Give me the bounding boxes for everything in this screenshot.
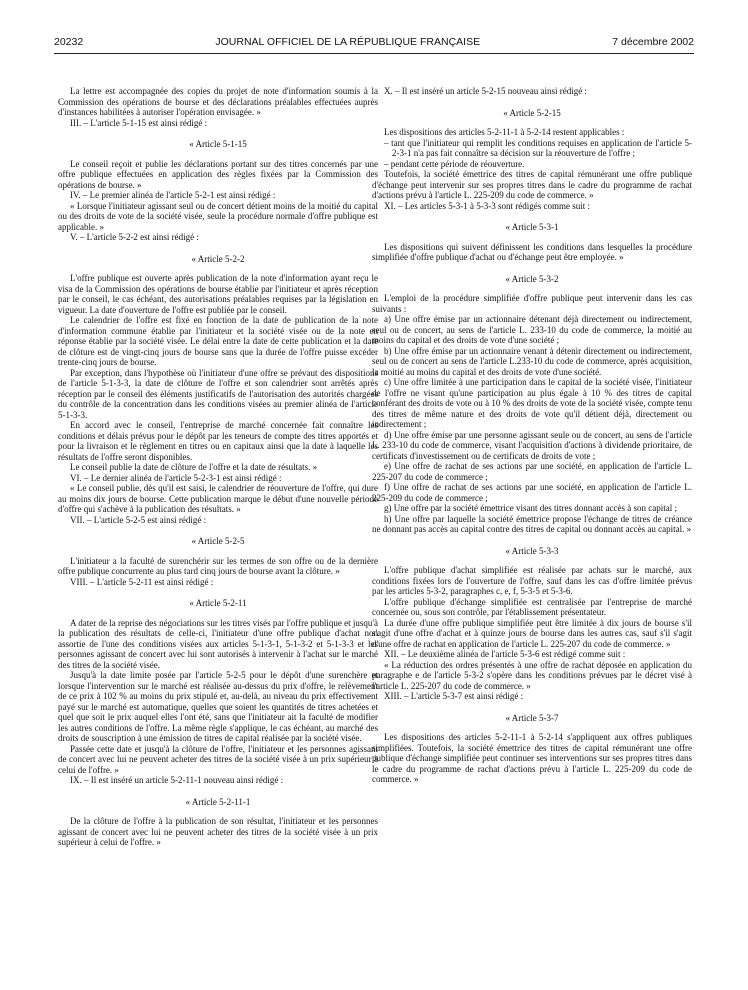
paragraph: L'offre publique est ouverte après publication de la note d'information ayant reçu le visa de la Commission des opérations de bourse établie par l'initiateur et après réception par le conseil, le cas échéant, des autorisations préalables requises par la législation en vigueur. La date d'ouverture de l'offre est publiée par le conseil. <box>58 273 378 315</box>
paragraph: XIII. – L'article 5-3-7 est ainsi rédigé : <box>384 691 524 701</box>
paragraph: V. – L'article 5-2-2 est ainsi rédigé : <box>70 232 199 242</box>
paragraph: Les dispositions qui suivent définissent les conditions dans lesquelles la procédure simplifiée d'offre publique d'achat ou d'échange peut être employée. » <box>372 241 692 262</box>
paragraph: XI. – Les articles 5-3-1 à 5-3-3 sont rédigés comme suit : <box>384 200 590 211</box>
paragraph: III. – L'article 5-1-15 est ainsi rédigé : <box>70 117 208 128</box>
paragraph: La lettre est accompagnée des copies du projet de note d'information soumis à la Commission des opérations de bourse et des déclarations préalables effectuées auprès d'instances habilitées à autoriser l'opération envisagée. » <box>58 86 378 117</box>
paragraph: Les dispositions des articles 5-2-11-1 à 5-2-14 s'appliquent aux offres publiques simplifiées. Toutefois, la société émettrice des titres de capital rémunérant une offre publique d'échange simplifiée peut continuer ses interventions sur ses propres titres dans le cadre du programme de rachat d'actions prévu à l'article L. 225-209 du code de commerce. » <box>372 732 692 784</box>
left-column <box>58 86 378 848</box>
paragraph: f) Une offre de rachat de ses actions par une société, en application de l'article L. 225-209 du code de commerce ; <box>372 482 692 503</box>
article-heading: « Article 5-3-2 <box>505 273 559 284</box>
header-rule <box>54 53 694 54</box>
article-heading: « Article 5-3-3 <box>505 545 559 556</box>
paragraph: Toutefois, la société émettrice des titres de capital rémunérant une offre publique d'échange peut intervenir sur ses propres titres dans le cadre du programme de rachat d'actions prévu à l'article L. 225-209 du code de commerce. » <box>372 169 692 200</box>
paragraph: h) Une offre par laquelle la société émettrice propose l'échange de titres de créance ne donnant pas accès au capital contre des titres de capital ou donnant accès au capital. » <box>372 513 692 534</box>
article-heading: « Article 5-2-5 <box>191 536 245 546</box>
article-heading: « Article 5-2-11 <box>189 598 247 608</box>
paragraph: « Le conseil publie, dès qu'il est saisi, le calendrier de réouverture de l'offre, qui dure au moins dix jours de bourse. Cette publication marque le début d'une nouvelle période d'offre qui s'achève à la publication des résultats. » <box>58 483 378 514</box>
paragraph: « Lorsque l'initiateur agissant seul ou de concert détient moins de la moitié du capital ou des droits de vote de la société visée, seule la procédure normale d'offre publique est applicable. » <box>58 200 378 232</box>
right-column <box>372 86 692 785</box>
paragraph: VIII. – L'article 5-2-11 est ainsi rédigé : <box>70 576 214 587</box>
article-heading: « Article 5-2-2 <box>191 253 245 264</box>
publication-date: 7 décembre 2002 <box>612 36 694 48</box>
paragraph: b) Une offre émise par un actionnaire venant à détenir directement ou indirectement, seul ou de concert au sens de l'article L.233-10 du code de commerce, après acquisition, la moitié au moins du capital et des droits de vote d'une société. <box>372 345 692 377</box>
page-header <box>54 36 694 48</box>
paragraph: « La réduction des ordres présentés à une offre de rachat déposée en application du paragraphe e de l'article 5-3-2 s'opère dans les conditions prévues par le décret visé à l'article L. 225-207 du code de commerce. » <box>372 659 692 691</box>
paragraph: Passée cette date et jusqu'à la clôture de l'offre, l'initiateur et les personnes agissant de concert avec lui ne peuvent acheter des titres de la société visée à un prix supérieur à celui de l'offre. » <box>58 743 378 775</box>
list-item: – tant que l'initiateur qui remplit les conditions requises en application de l'article 5-2-3-1 n'a pas fait connaître sa décision sur la réouverture de l'offre ; <box>384 137 692 158</box>
journal-title: JOURNAL OFFICIEL DE LA RÉPUBLIQUE FRANÇAISE <box>215 36 481 48</box>
paragraph: Le conseil publie la date de clôture de l'offre et la date de résultats. » <box>70 462 318 472</box>
paragraph: L'offre publique d'échange simplifiée est centralisée par l'entreprise de marché concernée ou, sous son contrôle, par l'établissement présentateur. <box>372 596 692 617</box>
paragraph: IX. – Il est inséré un article 5-2-11-1 nouveau ainsi rédigé : <box>70 775 284 785</box>
paragraph: L'offre publique d'achat simplifiée est réalisée par achats sur le marché, aux conditions fixées lors de l'ouverture de l'offre, sauf dans les cas d'offre limitée prévus par les articles 5-3-2, paragraphes c, e, f, 5-3-5 et 5-3-6. <box>372 565 692 596</box>
paragraph: Par exception, dans l'hypothèse où l'initiateur d'une offre se prévaut des dispositions de l'article 5-1-3-3, la date de clôture de l'offre et son calendrier sont arrêtés après réception par le conseil des éléments justificatifs de l'autorisation des autorités chargées du contrôle de la concentration dans les conditions visées au premier alinéa de l'article 5-1-3-3. <box>58 367 378 420</box>
paragraph: IV. – Le premier alinéa de l'article 5-2-1 est ainsi rédigé : <box>70 190 276 200</box>
article-heading: « Article 5-1-15 <box>189 139 247 149</box>
paragraph: L'emploi de la procédure simplifiée d'offre publique peut intervenir dans les cas suivants : <box>372 293 692 314</box>
paragraph: VII. – L'article 5-2-5 est ainsi rédigé : <box>70 514 207 525</box>
article-heading: « Article 5-3-1 <box>505 222 559 232</box>
paragraph: Le conseil reçoit et publie les déclarations portant sur des titres concernés par une offre publique effectuées en application des règles fixées par la Commission des opérations de bourse. » <box>58 158 378 190</box>
article-heading: « Article 5-2-11-1 <box>185 796 251 807</box>
paragraph: XII. – Le deuxième alinéa de l'article 5-3-6 est rédigé comme suit : <box>384 649 626 659</box>
paragraph: c) Une offre limitée à une participation dans le capital de la société visée, l'initiateur de l'offre ne visant qu'une participation au plus égale à 10 % des titres de capital conférant des droits de vote ou à 10 % des droits de vote de la société visée, compte tenu des titres de même nature et des droits de vote qu'il détient déjà, directement ou indirectement ; <box>372 377 692 429</box>
paragraph: Jusqu'à la date limite posée par l'article 5-2-5 pour le dépôt d'une surenchère et lorsque l'intervention sur le marché est réalisée au-dessus du prix d'offre, le relèvement de ce prix à 102 % au moins du prix stipulé et, au-delà, au niveau du prix effectivement payé sur le marché est automatique, quelles que soient les quantités de titres achetées et quel que soit le prix auquel elles l'ont été, sans que l'initiateur ait la faculté de modifier les autres conditions de l'offre. La même règle s'applique, le cas échéant, au marché des droits de souscription à une émission de titres de capital réalisée par la société visée. <box>58 670 378 743</box>
paragraph: En accord avec le conseil, l'entreprise de marché concernée fait connaître les conditions et délais prévus pour le dépôt par les teneurs de compte des titres apportés et pour la livraison et le règlement en titres ou en capitaux ainsi que la date à laquelle les résultats de l'offre seront disponibles. <box>58 420 378 462</box>
paragraph: L'initiateur a la faculté de surenchérir sur les termes de son offre ou de la dernière offre publique concurrente au plus tard cinq jours de bourse avant la clôture. » <box>58 555 378 576</box>
article-heading: « Article 5-2-15 <box>503 107 561 118</box>
dash-list <box>372 138 692 170</box>
paragraph: g) Une offre par la société émettrice visant des titres donnant accès à son capital ; <box>384 503 677 513</box>
list-item: – pendant cette période de réouverture. <box>384 158 525 169</box>
paragraph: X. – Il est inséré un article 5-2-15 nouveau ainsi rédigé : <box>384 86 587 96</box>
paragraph: De la clôture de l'offre à la publication de son résultat, l'initiateur et les personnes agissant de concert avec lui ne peuvent acheter des titres de la société visée à un prix supérieur à celui de l'offre. » <box>58 816 378 847</box>
paragraph: La durée d'une offre publique simplifiée peut être limitée à dix jours de bourse s'il s'agit d'une offre d'achat et à quinze jours de bourse dans les autres cas, sauf s'il s'agit d'une offre de rachat en application de l'article L. 225-207 du code de commerce. » <box>372 617 692 649</box>
paragraph: Le calendrier de l'offre est fixé en fonction de la date de publication de la note d'information commune établie par l'initiateur et la société visée ou de la note en réponse établie par la société visée. Le délai entre la date de cette publication et la date de clôture est de vingt-cinq jours de bourse sans que la durée de l'offre puisse excéder trente-cinq jours de bourse. <box>58 315 378 367</box>
paragraph: VI. – Le dernier alinéa de l'article 5-2-3-1 est ainsi rédigé : <box>70 472 282 483</box>
paragraph: e) Une offre de rachat de ses actions par une société, en application de l'article L. 225-207 du code de commerce ; <box>372 461 692 482</box>
paragraph: Les dispositions des articles 5-2-11-1 à 5-2-14 restent applicables : <box>384 127 625 137</box>
paragraph: a) Une offre émise par un actionnaire détenant déjà directement ou indirectement, seul ou de concert, au sens de l'article L. 233-10 du code de commerce, la moitié au moins du capital et des droits de vote d'une société ; <box>372 314 692 345</box>
paragraph: d) Une offre émise par une personne agissant seule ou de concert, au sens de l'article L. 233-10 du code de commerce, visant l'acquisition d'actions à dividende prioritaire, de certificats d'investissement ou de certificats de droits de vote ; <box>372 429 692 461</box>
article-heading: « Article 5-3-7 <box>505 712 559 723</box>
paragraph: A dater de la reprise des négociations sur les titres visés par l'offre publique et jusqu'à la publication des résultats de celle-ci, l'initiateur d'une offre publique d'achat non assortie de l'une des conditions visées aux articles 5-1-3-1, 5-1-3-2 et 5-1-3-3 et les personnes agissant de concert avec lui sont autorisés à intervenir à l'achat sur le marché des titres de la société visée. <box>58 617 378 670</box>
page-number: 20232 <box>54 36 84 48</box>
